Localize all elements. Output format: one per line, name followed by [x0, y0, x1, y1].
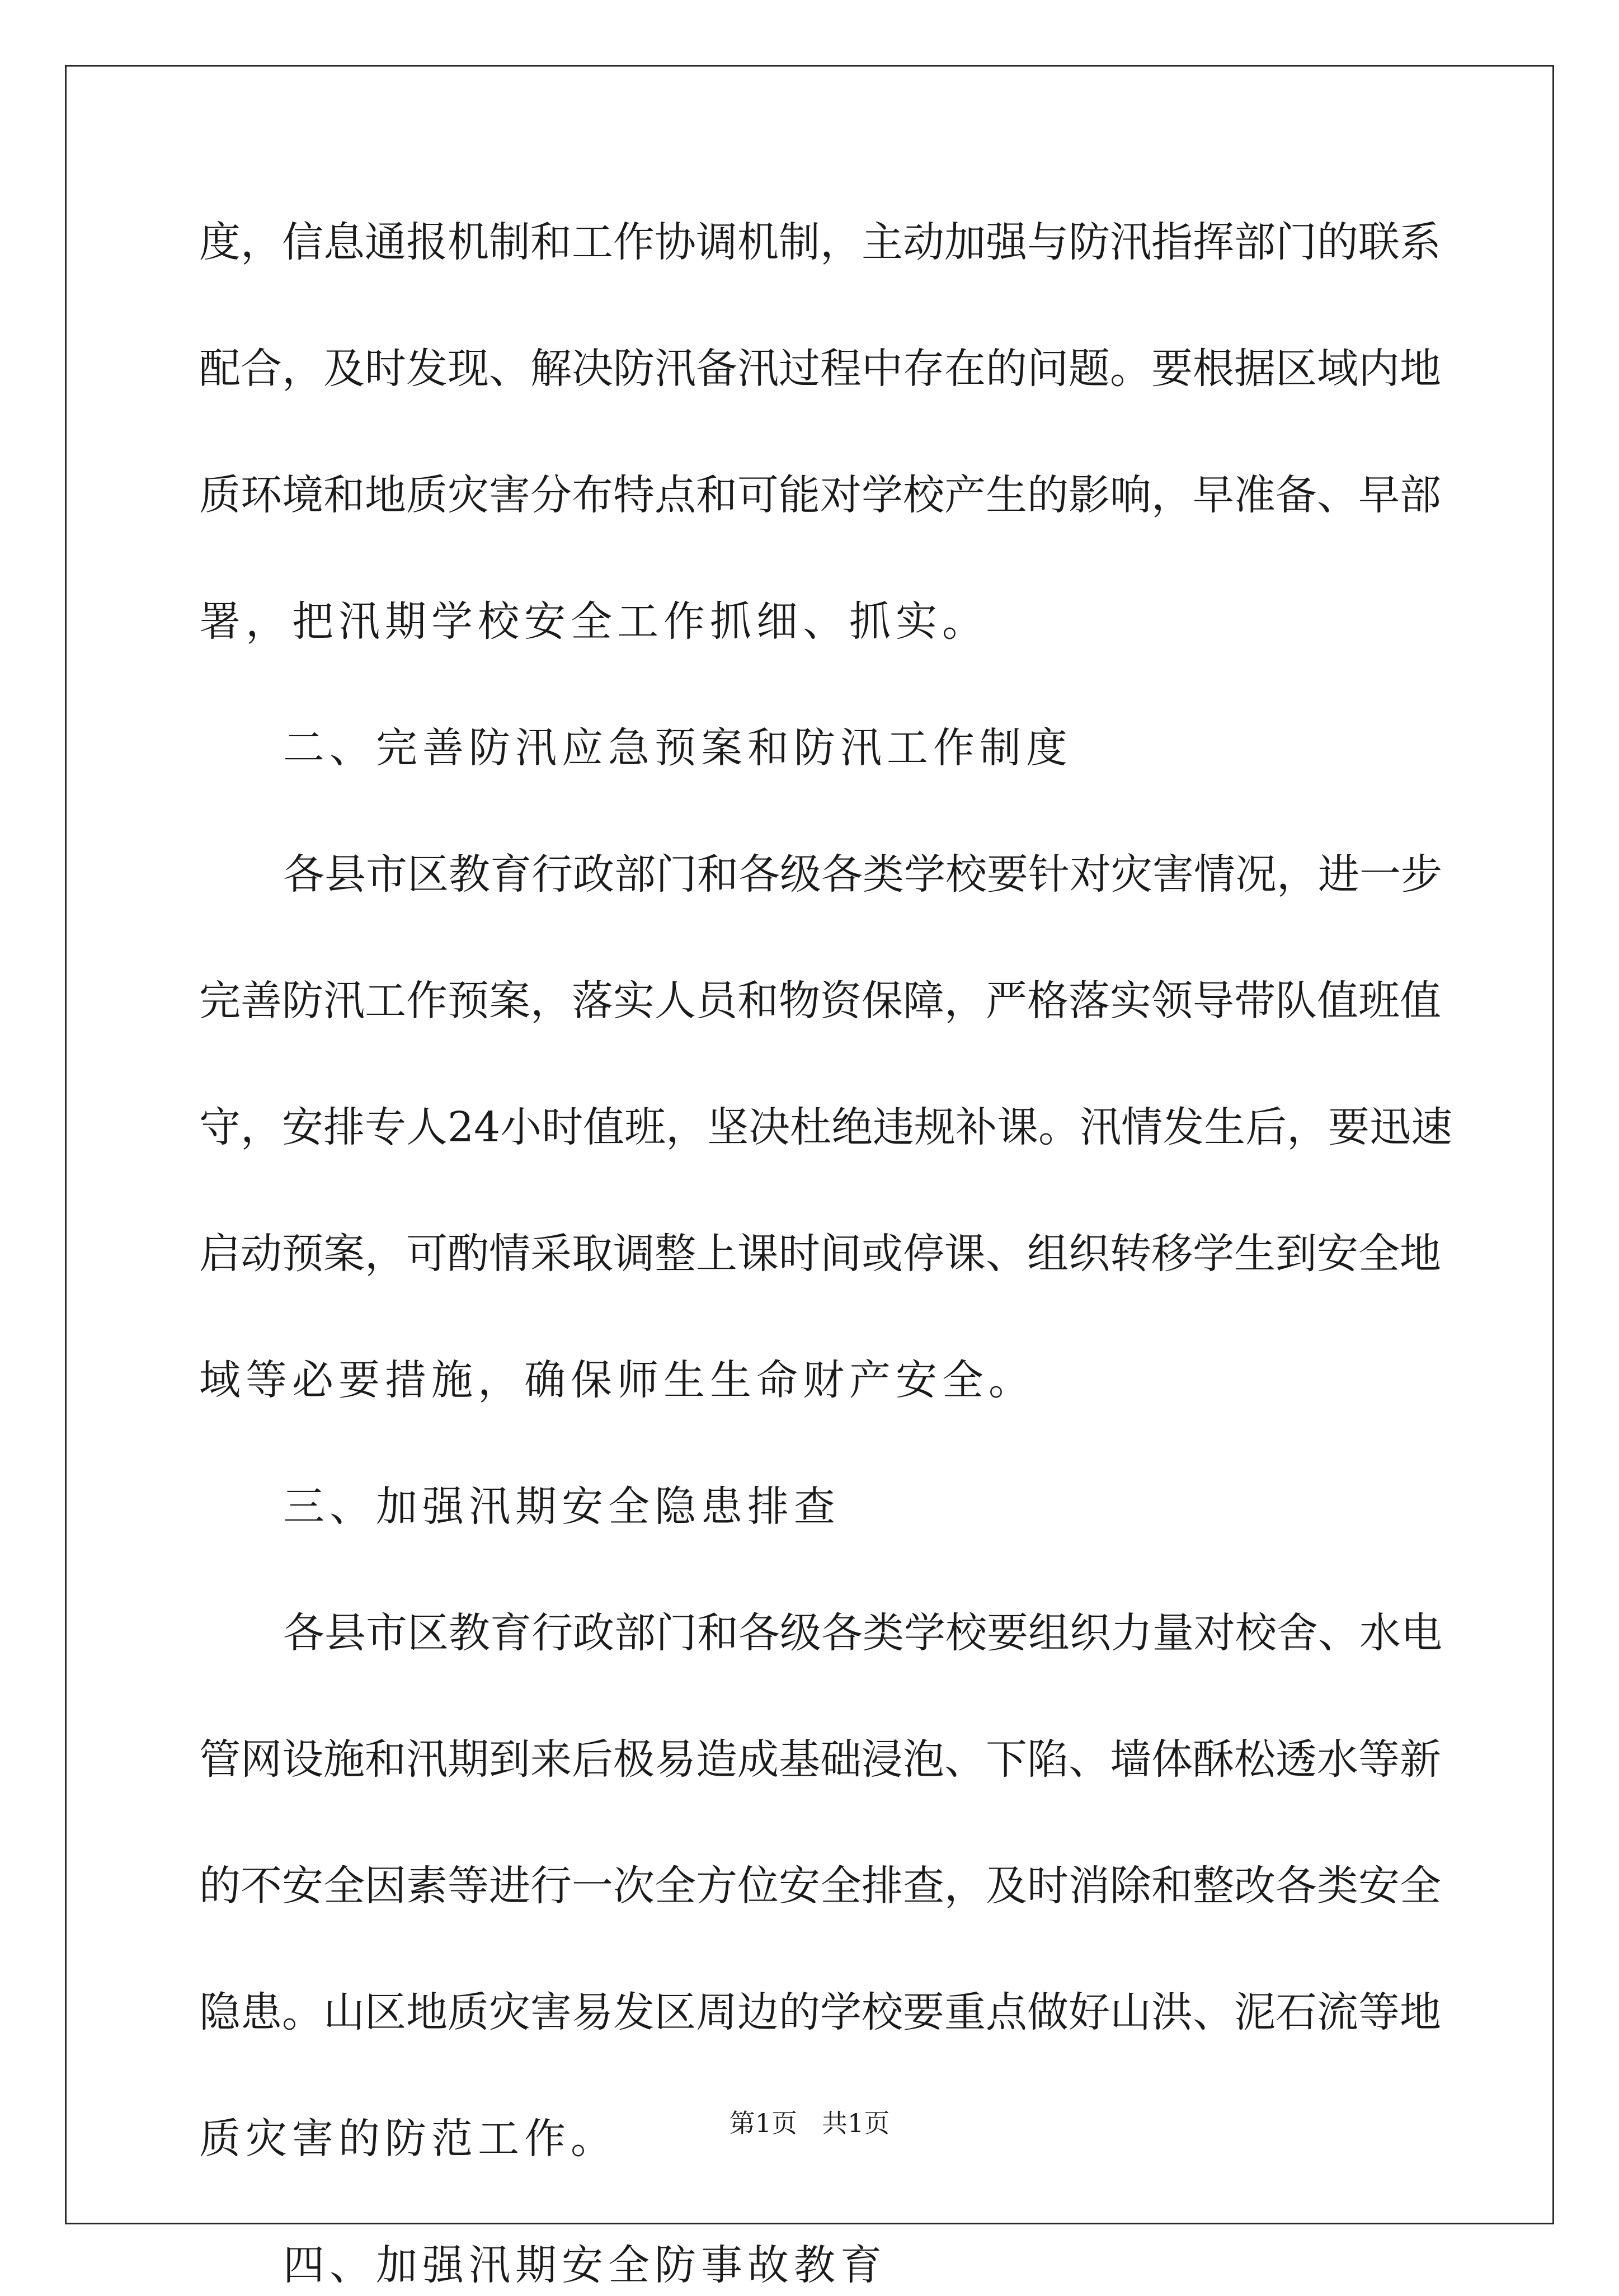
body-line: 的不安全因素等进行一次全方位安全排查，及时消除和整改各类安全 [199, 1862, 1441, 1910]
section-heading: 四、加强汛期安全防事故教育 [283, 2241, 887, 2289]
body-line: 质环境和地质灾害分布特点和可能对学校产生的影响，早准备、早部 [199, 471, 1441, 519]
body-line: 各县市区教育行政部门和各级各类学校要针对灾害情况，进一步 [283, 850, 1442, 898]
page-footer [0, 2106, 1619, 2140]
body-line: 完善防汛工作预案，落实人员和物资保障，严格落实领导带队值班值 [199, 977, 1441, 1025]
body-line: 隐患。山区地质灾害易发区周边的学校要重点做好山洪、泥石流等地 [199, 1988, 1441, 2036]
body-line: 度，信息通报机制和工作协调机制，主动加强与防汛指挥部门的联系 [199, 218, 1441, 266]
section-heading: 三、加强汛期安全隐患排查 [283, 1483, 840, 1531]
body-line: 守，安排专人24小时值班，坚决杜绝违规补课。汛情发生后，要迅速 [199, 1103, 1453, 1151]
body-line: 各县市区教育行政部门和各级各类学校要组织力量对校舍、水电 [283, 1609, 1442, 1657]
body-line: 配合，及时发现、解决防汛备汛过程中存在的问题。要根据区域内地 [199, 345, 1441, 393]
body-line: 启动预案，可酌情采取调整上课时间或停课、组织转移学生到安全地 [199, 1230, 1441, 1278]
body-line: 署，把汛期学校安全工作抓细、抓实。 [199, 597, 989, 646]
body-line: 域等必要措施，确保师生生命财产安全。 [199, 1356, 1035, 1404]
body-line: 质灾害的防范工作。 [199, 2115, 617, 2163]
section-heading: 二、完善防汛应急预案和防汛工作制度 [283, 724, 1072, 772]
page-total: 共1页 [821, 2108, 890, 2138]
body-line: 管网设施和汛期到来后极易造成基础浸泡、下陷、墙体酥松透水等新 [199, 1735, 1441, 1784]
page-number: 第1页 [729, 2108, 798, 2138]
